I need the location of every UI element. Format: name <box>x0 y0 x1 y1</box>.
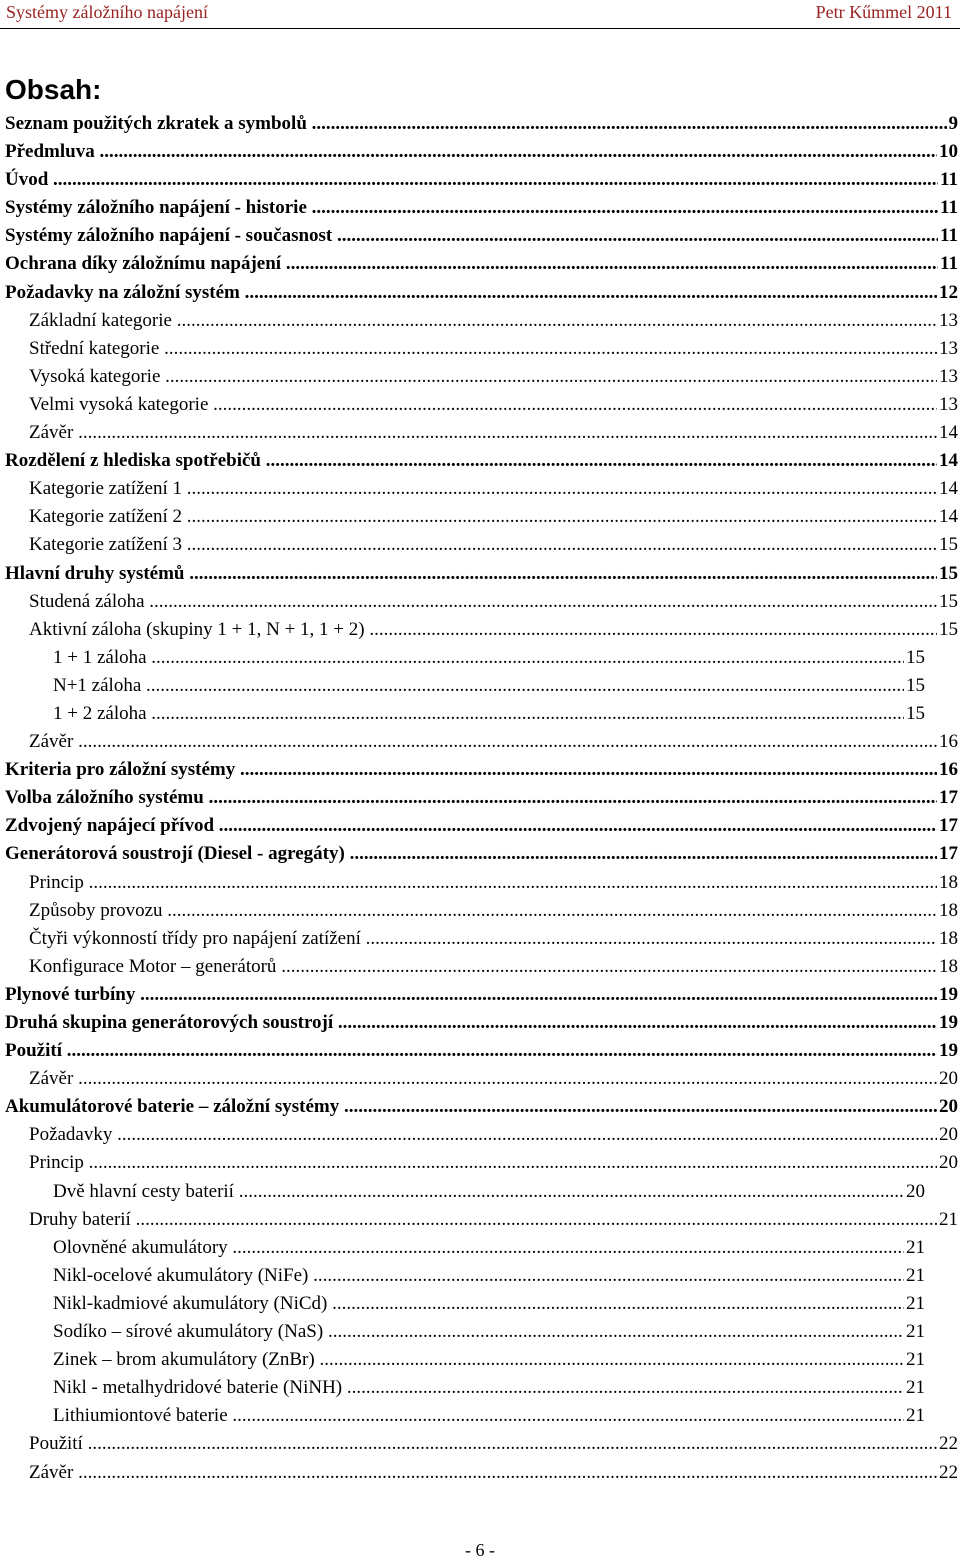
toc-entry[interactable] <box>5 447 958 475</box>
toc-entry-label: 1 + 2 záloha ..... <box>5 700 925 728</box>
toc-entry-label: Střední kategorie ..... <box>5 335 958 363</box>
toc-entry-label: Ochrana díky záložnímu napájení ..... <box>5 250 958 278</box>
toc-entry-page: 18 <box>937 953 958 981</box>
toc-entry-page: 11 <box>938 166 958 194</box>
toc-entry-page: 14 <box>937 419 958 447</box>
toc-entry-page: 15 <box>904 700 925 728</box>
toc-entry-label: Druhy baterií ..... <box>5 1206 958 1234</box>
toc-entry-page: 21 <box>904 1318 925 1346</box>
toc-entry[interactable] <box>5 588 958 616</box>
table-of-contents <box>5 110 958 1487</box>
toc-entry-page: 18 <box>937 925 958 953</box>
toc-entry-page: 14 <box>937 447 958 475</box>
toc-entry-label: Závěr ..... <box>5 1065 958 1093</box>
toc-entry[interactable] <box>5 1037 958 1065</box>
toc-entry-label: Závěr ..... <box>5 1459 958 1487</box>
toc-entry[interactable] <box>5 1430 958 1458</box>
toc-entry[interactable] <box>5 250 958 278</box>
toc-entry-label: Druhá skupina generátorových soustrojí ..... <box>5 1009 958 1037</box>
toc-entry[interactable] <box>5 363 958 391</box>
toc-entry-label: Studená záloha ..... <box>5 588 958 616</box>
header-title: Systémy záložního napájení <box>6 2 208 22</box>
toc-entry[interactable] <box>5 1262 925 1290</box>
toc-entry-page: 17 <box>937 812 958 840</box>
toc-entry-page: 15 <box>904 672 925 700</box>
toc-entry[interactable] <box>5 307 958 335</box>
toc-entry-page: 15 <box>937 588 958 616</box>
toc-entry[interactable] <box>5 110 958 138</box>
toc-entry-label: Vysoká kategorie ..... <box>5 363 958 391</box>
toc-entry-label: N+1 záloha ..... <box>5 672 925 700</box>
toc-entry[interactable] <box>5 1065 958 1093</box>
toc-entry-page: 19 <box>937 1037 958 1065</box>
toc-entry[interactable] <box>5 475 958 503</box>
toc-heading: Obsah: <box>5 74 102 105</box>
toc-entry[interactable] <box>5 1149 958 1177</box>
toc-entry-page: 17 <box>937 840 958 868</box>
toc-entry-label: Kategorie zatížení 3 ..... <box>5 531 958 559</box>
toc-entry-label: Kriteria pro záložní systémy ..... <box>5 756 958 784</box>
toc-entry-page: 21 <box>937 1206 958 1234</box>
toc-entry[interactable] <box>5 391 958 419</box>
toc-entry[interactable] <box>5 166 958 194</box>
toc-entry-label: Závěr ..... <box>5 728 958 756</box>
toc-entry-label: Princip ..... <box>5 869 958 897</box>
toc-entry[interactable] <box>5 1234 925 1262</box>
toc-entry-label: Použití ..... <box>5 1430 958 1458</box>
toc-entry[interactable] <box>5 784 958 812</box>
toc-entry-page: 19 <box>937 981 958 1009</box>
toc-entry-label: Systémy záložního napájení - historie ..... <box>5 194 958 222</box>
toc-entry-label: Akumulátorové baterie – záložní systémy ..... <box>5 1093 958 1121</box>
toc-entry[interactable] <box>5 953 958 981</box>
toc-entry-page: 11 <box>938 250 958 278</box>
toc-entry-label: Rozdělení z hlediska spotřebičů ..... <box>5 447 958 475</box>
toc-entry[interactable] <box>5 700 925 728</box>
toc-entry-label: Nikl - metalhydridové baterie (NiNH) ..... <box>5 1374 925 1402</box>
toc-entry[interactable] <box>5 335 958 363</box>
toc-entry-page: 13 <box>937 335 958 363</box>
toc-entry[interactable] <box>5 1459 958 1487</box>
toc-entry-page: 20 <box>937 1149 958 1177</box>
toc-entry[interactable] <box>5 279 958 307</box>
toc-entry-label: Konfigurace Motor – generátorů ..... <box>5 953 958 981</box>
toc-entry-page: 15 <box>937 616 958 644</box>
toc-entry[interactable] <box>5 503 958 531</box>
toc-entry[interactable] <box>5 925 958 953</box>
toc-entry-label: Velmi vysoká kategorie ..... <box>5 391 958 419</box>
toc-entry[interactable] <box>5 1009 958 1037</box>
toc-entry-page: 14 <box>937 475 958 503</box>
toc-entry-label: Použití ..... <box>5 1037 958 1065</box>
toc-entry-label: Sodíko – sírové akumulátory (NaS) ..... <box>5 1318 925 1346</box>
toc-entry-page: 11 <box>938 222 958 250</box>
toc-entry[interactable] <box>5 1178 925 1206</box>
toc-entry-label: Aktivní záloha (skupiny 1 + 1, N + 1, 1 + 2) ..... <box>5 616 958 644</box>
toc-entry-page: 20 <box>937 1093 958 1121</box>
toc-entry[interactable] <box>5 419 958 447</box>
toc-entry[interactable] <box>5 869 958 897</box>
toc-entry[interactable] <box>5 616 958 644</box>
toc-entry-page: 21 <box>904 1402 925 1430</box>
toc-entry-page: 17 <box>937 784 958 812</box>
toc-entry[interactable] <box>5 728 958 756</box>
toc-entry-label: Nikl-kadmiové akumulátory (NiCd) ..... <box>5 1290 925 1318</box>
toc-entry[interactable] <box>5 897 958 925</box>
toc-entry-page: 19 <box>937 1009 958 1037</box>
toc-entry-page: 13 <box>937 307 958 335</box>
toc-entry-page: 20 <box>937 1121 958 1149</box>
header-author-year: Petr Kűmmel 2011 <box>815 2 952 22</box>
toc-entry[interactable] <box>5 756 958 784</box>
toc-entry-page: 21 <box>904 1290 925 1318</box>
toc-entry-page: 11 <box>938 194 958 222</box>
toc-entry[interactable] <box>5 531 958 559</box>
toc-entry-page: 14 <box>937 503 958 531</box>
toc-entry-label: Čtyři výkonností třídy pro napájení zatížení ..... <box>5 925 958 953</box>
toc-entry-label: Generátorová soustrojí (Diesel - agregáty) ..... <box>5 840 958 868</box>
toc-entry[interactable] <box>5 1402 925 1430</box>
toc-entry-page: 12 <box>937 279 958 307</box>
toc-entry-page: 16 <box>937 728 958 756</box>
toc-entry-label: Způsoby provozu ..... <box>5 897 958 925</box>
toc-entry-page: 10 <box>937 138 958 166</box>
toc-entry[interactable] <box>5 1206 958 1234</box>
toc-entry-label: Nikl-ocelové akumulátory (NiFe) ..... <box>5 1262 925 1290</box>
toc-entry-page: 13 <box>937 363 958 391</box>
toc-entry-label: Plynové turbíny ..... <box>5 981 958 1009</box>
toc-entry-label: Požadavky na záložní systém ..... <box>5 279 958 307</box>
toc-entry[interactable] <box>5 1290 925 1318</box>
page-header <box>0 0 960 29</box>
toc-entry-label: Dvě hlavní cesty baterií ..... <box>5 1178 925 1206</box>
toc-entry[interactable] <box>5 812 958 840</box>
toc-entry-page: 18 <box>937 869 958 897</box>
page-number: - 6 - <box>465 1540 495 1560</box>
toc-entry-page: 18 <box>937 897 958 925</box>
toc-entry-label: Olovněné akumulátory ..... <box>5 1234 925 1262</box>
toc-entry-label: Úvod ..... <box>5 166 958 194</box>
toc-entry-label: Systémy záložního napájení - současnost ..... <box>5 222 958 250</box>
toc-entry[interactable] <box>5 840 958 868</box>
toc-entry-page: 15 <box>937 531 958 559</box>
toc-entry[interactable] <box>5 1346 925 1374</box>
toc-entry-page: 15 <box>937 560 958 588</box>
toc-entry-page: 22 <box>937 1459 958 1487</box>
toc-entry-page: 20 <box>904 1178 925 1206</box>
toc-entry[interactable] <box>5 672 925 700</box>
toc-entry-label: Princip ..... <box>5 1149 958 1177</box>
toc-entry[interactable] <box>5 222 958 250</box>
toc-entry-page: 21 <box>904 1374 925 1402</box>
toc-entry-page: 21 <box>904 1262 925 1290</box>
toc-entry-label: Závěr ..... <box>5 419 958 447</box>
toc-entry[interactable] <box>5 194 958 222</box>
toc-entry-page: 22 <box>937 1430 958 1458</box>
toc-entry[interactable] <box>5 1374 925 1402</box>
toc-entry-label: Předmluva ..... <box>5 138 958 166</box>
toc-entry[interactable] <box>5 1093 958 1121</box>
toc-entry-label: Seznam použitých zkratek a symbolů ..... <box>5 110 958 138</box>
toc-entry-page: 9 <box>947 110 959 138</box>
toc-entry[interactable] <box>5 138 958 166</box>
toc-entry-label: Kategorie zatížení 1 ..... <box>5 475 958 503</box>
toc-entry-page: 20 <box>937 1065 958 1093</box>
toc-entry-page: 13 <box>937 391 958 419</box>
toc-entry-label: Volba záložního systému ..... <box>5 784 958 812</box>
toc-entry-label: Základní kategorie ..... <box>5 307 958 335</box>
toc-entry-label: Zdvojený napájecí přívod ..... <box>5 812 958 840</box>
toc-entry-label: 1 + 1 záloha ..... <box>5 644 925 672</box>
toc-entry-page: 21 <box>904 1346 925 1374</box>
toc-entry-page: 21 <box>904 1234 925 1262</box>
toc-entry-label: Požadavky ..... <box>5 1121 958 1149</box>
toc-entry-label: Zinek – brom akumulátory (ZnBr) ..... <box>5 1346 925 1374</box>
toc-entry[interactable] <box>5 981 958 1009</box>
toc-entry-page: 15 <box>904 644 925 672</box>
toc-entry[interactable] <box>5 560 958 588</box>
toc-entry-page: 16 <box>937 756 958 784</box>
toc-entry[interactable] <box>5 1121 958 1149</box>
toc-entry-label: Lithiumiontové baterie ..... <box>5 1402 925 1430</box>
toc-entry-label: Kategorie zatížení 2 ..... <box>5 503 958 531</box>
toc-entry-label: Hlavní druhy systémů ..... <box>5 560 958 588</box>
toc-entry[interactable] <box>5 644 925 672</box>
toc-entry[interactable] <box>5 1318 925 1346</box>
